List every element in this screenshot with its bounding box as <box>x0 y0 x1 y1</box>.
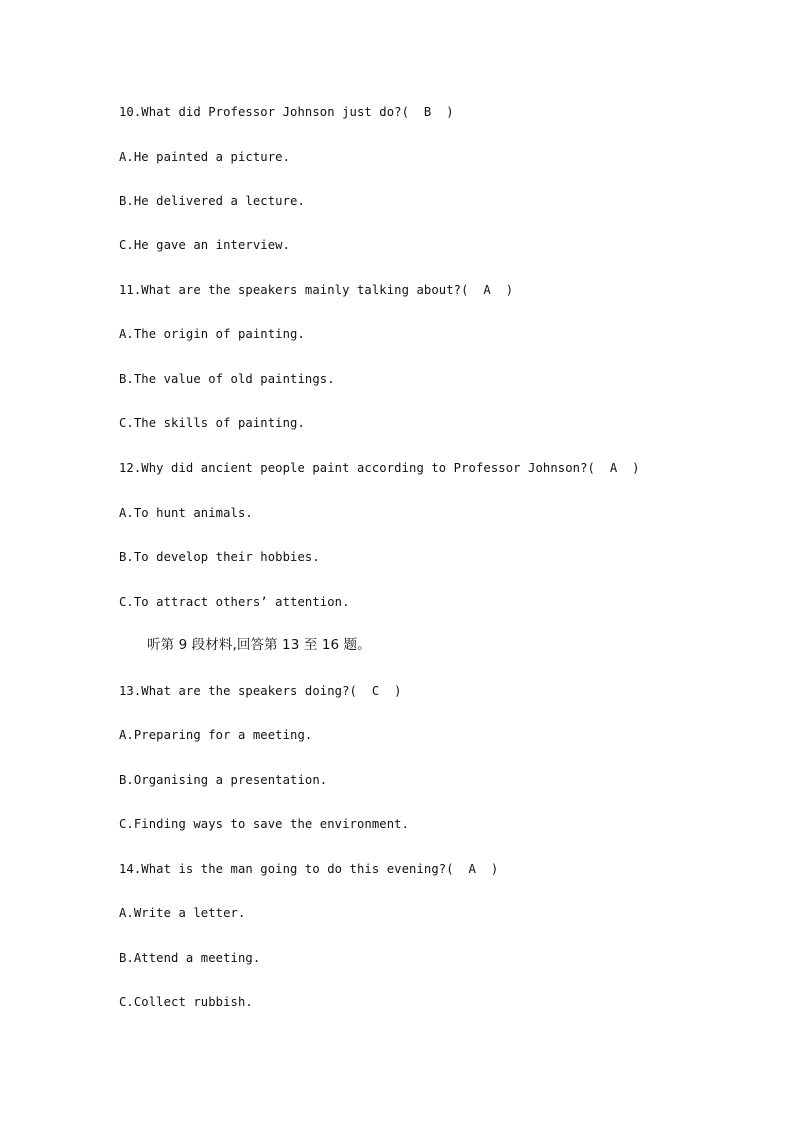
question-11-option-a: A.The origin of painting. <box>119 327 305 341</box>
question-14-option-a: A.Write a letter. <box>119 906 246 920</box>
question-10-stem: 10.What did Professor Johnson just do?( B ) <box>119 105 454 119</box>
question-13-stem: 13.What are the speakers doing?( C ) <box>119 684 402 698</box>
section-heading: 听第 9 段材料,回答第 13 至 16 题。 <box>147 637 371 653</box>
question-12-option-b: B.To develop their hobbies. <box>119 550 320 564</box>
question-11-stem: 11.What are the speakers mainly talking about?( A ) <box>119 283 514 297</box>
question-13-option-a: A.Preparing for a meeting. <box>119 728 313 742</box>
question-11-option-b: B.The value of old paintings. <box>119 372 335 386</box>
question-13-option-b: B.Organising a presentation. <box>119 773 328 787</box>
question-14-option-b: B.Attend a meeting. <box>119 951 261 965</box>
question-12-option-a: A.To hunt animals. <box>119 506 253 520</box>
question-13-option-c: C.Finding ways to save the environment. <box>119 817 410 831</box>
question-10-option-b: B.He delivered a lecture. <box>119 194 305 208</box>
question-14-option-c: C.Collect rubbish. <box>119 995 253 1009</box>
question-10-option-a: A.He painted a picture. <box>119 150 291 164</box>
question-14-stem: 14.What is the man going to do this evening?( A ) <box>119 862 499 876</box>
question-10-option-c: C.He gave an interview. <box>119 238 291 252</box>
question-12-option-c: C.To attract others’ attention. <box>119 595 350 609</box>
question-11-option-c: C.The skills of painting. <box>119 416 305 430</box>
question-12-stem: 12.Why did ancient people paint according to Professor Johnson?( A ) <box>119 461 640 475</box>
